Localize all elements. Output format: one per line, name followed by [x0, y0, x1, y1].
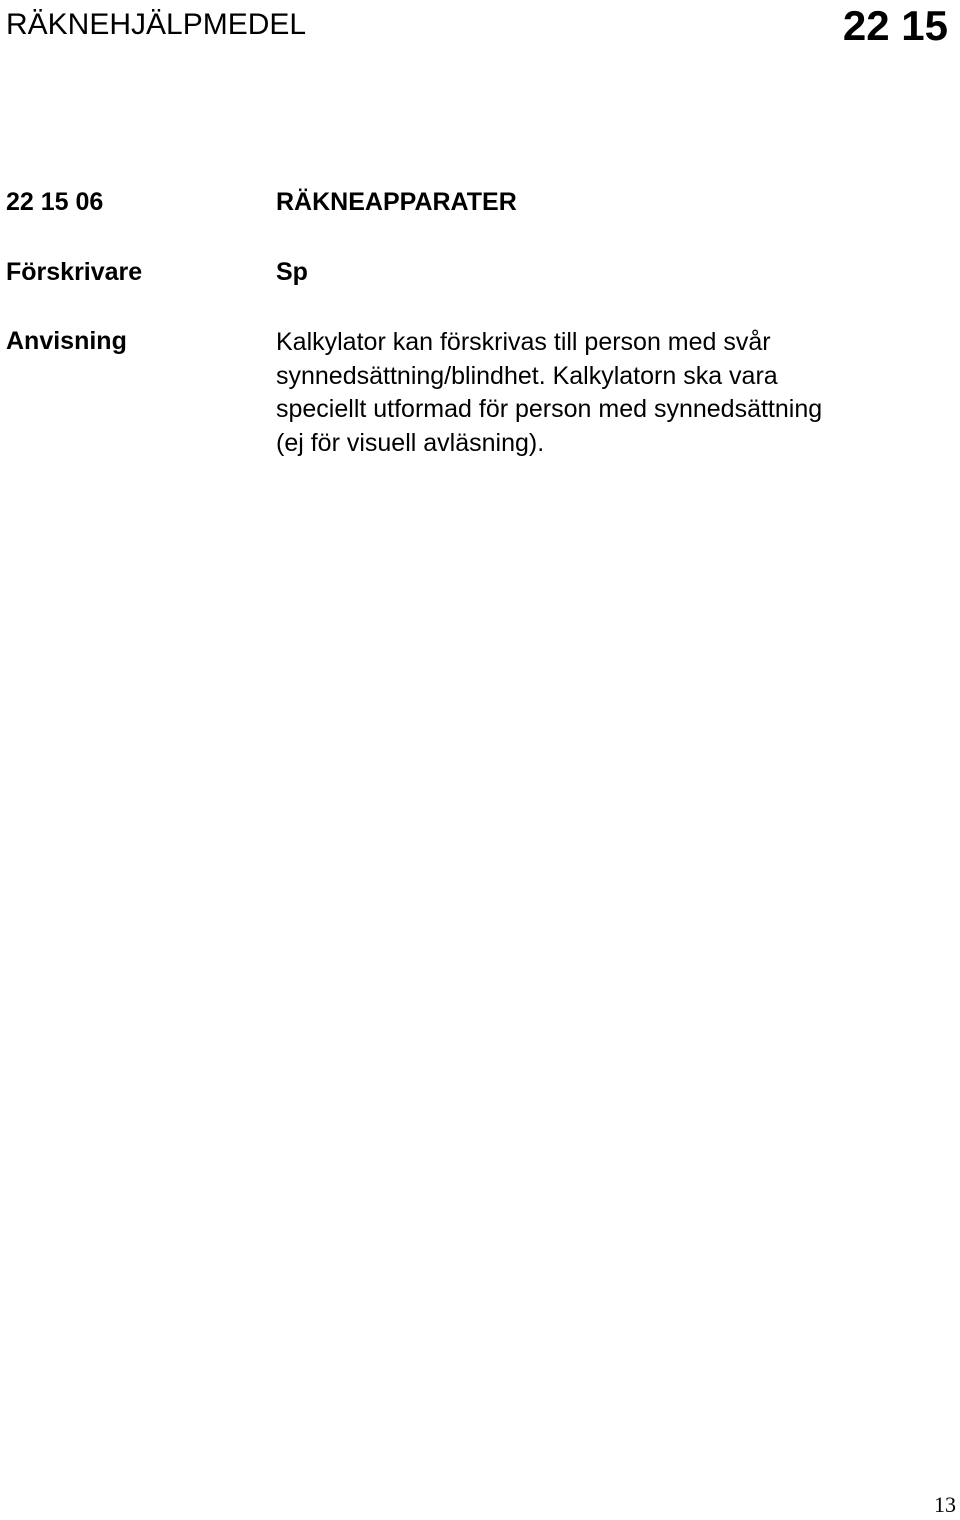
- instruction-line: speciellt utformad för person med synnedsättning: [276, 395, 823, 423]
- section-code: 22 15 06: [6, 188, 104, 216]
- instruction-label: Anvisning: [6, 327, 127, 355]
- prescriber-value: Sp: [276, 258, 308, 286]
- document-header-title: RÄKNEHJÄLPMEDEL: [6, 8, 307, 41]
- document-header-code: 22 15: [842, 2, 948, 49]
- prescriber-label: Förskrivare: [6, 258, 143, 286]
- instruction-line: (ej för visuell avläsning).: [276, 428, 545, 457]
- page-number: 13: [934, 1492, 956, 1517]
- instruction-text: [276, 326, 946, 460]
- instruction-line: synnedsättning/blindhet. Kalkylatorn ska vara: [276, 361, 778, 390]
- section-title: RÄKNEAPPARATER: [276, 188, 517, 216]
- instruction-line: Kalkylator kan förskrivas till person med svår: [276, 328, 771, 356]
